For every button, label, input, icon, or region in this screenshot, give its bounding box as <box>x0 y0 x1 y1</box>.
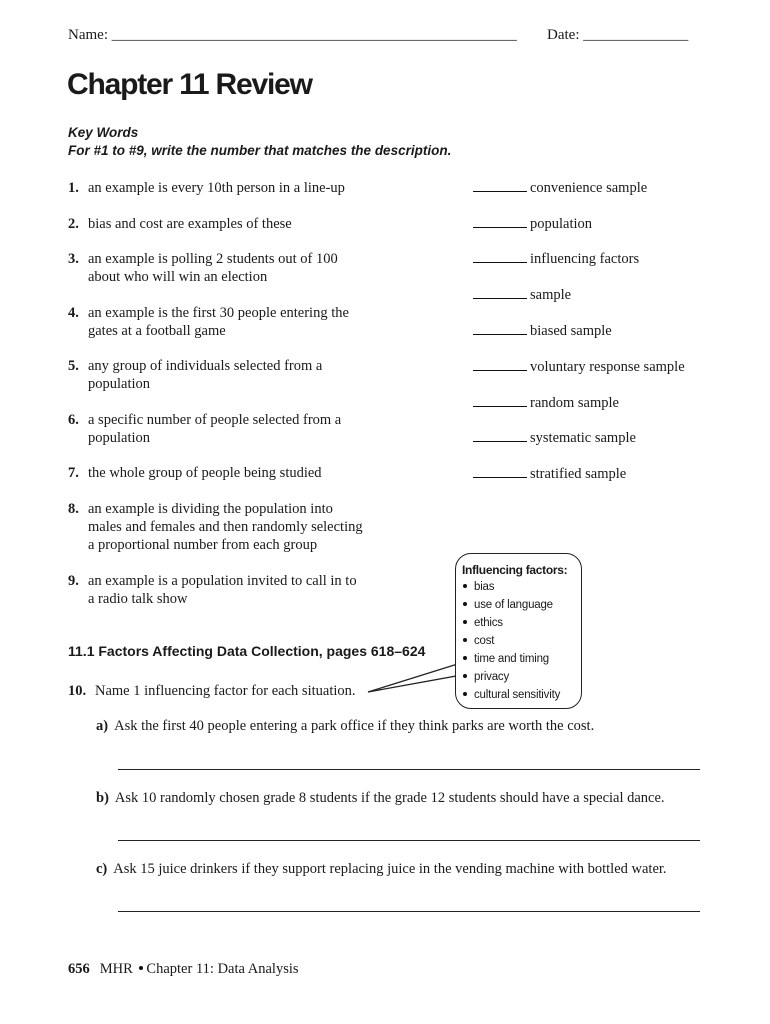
bullet-icon <box>463 584 467 588</box>
term-label: convenience sample <box>530 180 648 196</box>
question-text: Name 1 influencing factor for each situation. <box>95 683 356 699</box>
callout-title: Influencing factors: <box>462 563 568 577</box>
question-text: an example is dividing the population into <box>88 501 333 517</box>
answer-blank[interactable] <box>473 394 527 407</box>
part-a <box>96 718 594 735</box>
question-number: 4. <box>68 305 79 321</box>
question-text: a specific number of people selected from a <box>88 412 342 428</box>
date-field-label: Date: ______________ <box>547 27 689 43</box>
part-label: c) <box>96 861 108 877</box>
answer-blank[interactable] <box>473 465 527 478</box>
question-text: the whole group of people being studied <box>88 465 322 481</box>
answer-blank[interactable] <box>473 429 527 442</box>
term-label: voluntary response sample <box>530 359 685 375</box>
question-text: males and females and then randomly selecting <box>88 519 363 535</box>
part-text: Ask the first 40 people entering a park office if they think parks are worth the cost. <box>114 718 595 734</box>
question-text: any group of individuals selected from a <box>88 358 323 374</box>
question-number: 7. <box>68 465 79 481</box>
callout-item: cultural sensitivity <box>462 686 581 704</box>
publisher: MHR <box>99 961 133 977</box>
term-row <box>473 429 636 447</box>
question-number: 9. <box>68 573 79 589</box>
question-number: 6. <box>68 412 79 428</box>
answer-blank[interactable] <box>473 358 527 371</box>
bullet-icon <box>463 692 467 696</box>
question-text: a proportional number from each group <box>88 537 318 553</box>
term-row <box>473 465 626 483</box>
question-text: an example is polling 2 students out of 100 <box>88 251 338 267</box>
answer-blank[interactable] <box>473 250 527 263</box>
term-label: systematic sample <box>530 430 636 446</box>
question-number: 10. <box>68 683 87 699</box>
question-text: a radio talk show <box>88 591 188 607</box>
chapter-label: Chapter 11: Data Analysis <box>146 961 299 977</box>
answer-blank[interactable] <box>473 322 527 335</box>
key-words-heading: Key Words <box>68 125 139 140</box>
page-number: 656 <box>68 961 90 977</box>
question-text: population <box>88 430 151 446</box>
term-row <box>473 394 619 412</box>
answer-line-c[interactable] <box>118 911 700 912</box>
callout-item: ethics <box>462 614 581 632</box>
part-c <box>96 861 667 878</box>
question-text: about who will win an election <box>88 269 268 285</box>
bullet-icon <box>463 602 467 606</box>
term-row <box>473 322 612 340</box>
question-number: 1. <box>68 180 79 196</box>
question-text: an example is every 10th person in a line-up <box>88 180 345 196</box>
part-b <box>96 790 665 807</box>
answer-line-a[interactable] <box>118 769 700 770</box>
page-title: Chapter 11 Review <box>67 68 312 101</box>
question-number: 2. <box>68 216 79 232</box>
question-number: 8. <box>68 501 79 517</box>
callout-item: use of language <box>462 596 581 614</box>
part-label: b) <box>96 790 109 806</box>
question-text: an example is the first 30 people entering the <box>88 305 349 321</box>
term-label: random sample <box>530 395 619 411</box>
question-text: population <box>88 376 151 392</box>
term-label: biased sample <box>530 323 612 339</box>
term-row <box>473 358 685 376</box>
bullet-icon <box>463 638 467 642</box>
question-number: 3. <box>68 251 79 267</box>
answer-blank[interactable] <box>473 286 527 299</box>
question-text: gates at a football game <box>88 323 226 339</box>
term-row <box>473 179 647 197</box>
part-text: Ask 10 randomly chosen grade 8 students if the grade 12 students should have a special dance. <box>114 790 665 806</box>
answer-blank[interactable] <box>473 215 527 228</box>
bullet-icon <box>463 674 467 678</box>
term-row <box>473 286 571 304</box>
callout-list <box>462 578 581 704</box>
term-row <box>473 250 639 268</box>
section-heading: 11.1 Factors Affecting Data Collection, pages 618–624 <box>68 643 426 659</box>
name-field-label: Name: ______________________________________________________ <box>68 27 517 43</box>
callout-item: privacy <box>462 668 581 686</box>
question-text: an example is a population invited to call in to <box>88 573 357 589</box>
footer <box>68 961 299 978</box>
key-words-instruction: For #1 to #9, write the number that matches the description. <box>68 143 452 158</box>
question-text: bias and cost are examples of these <box>88 216 292 232</box>
part-label: a) <box>96 718 109 734</box>
callout-item: time and timing <box>462 650 581 668</box>
bullet-icon <box>139 966 143 970</box>
bullet-icon <box>463 620 467 624</box>
bullet-icon <box>463 656 467 660</box>
term-label: population <box>530 216 593 232</box>
part-text: Ask 15 juice drinkers if they support replacing juice in the vending machine with bottled water. <box>113 861 667 877</box>
term-label: stratified sample <box>530 466 627 482</box>
callout-item: bias <box>462 578 581 596</box>
question-number: 5. <box>68 358 79 374</box>
answer-line-b[interactable] <box>118 840 700 841</box>
term-row <box>473 215 592 233</box>
callout-item: cost <box>462 632 581 650</box>
answer-blank[interactable] <box>473 179 527 192</box>
term-label: influencing factors <box>530 251 640 267</box>
callout-pointer <box>360 640 470 700</box>
term-label: sample <box>530 287 572 303</box>
influencing-factors-callout <box>455 553 582 709</box>
